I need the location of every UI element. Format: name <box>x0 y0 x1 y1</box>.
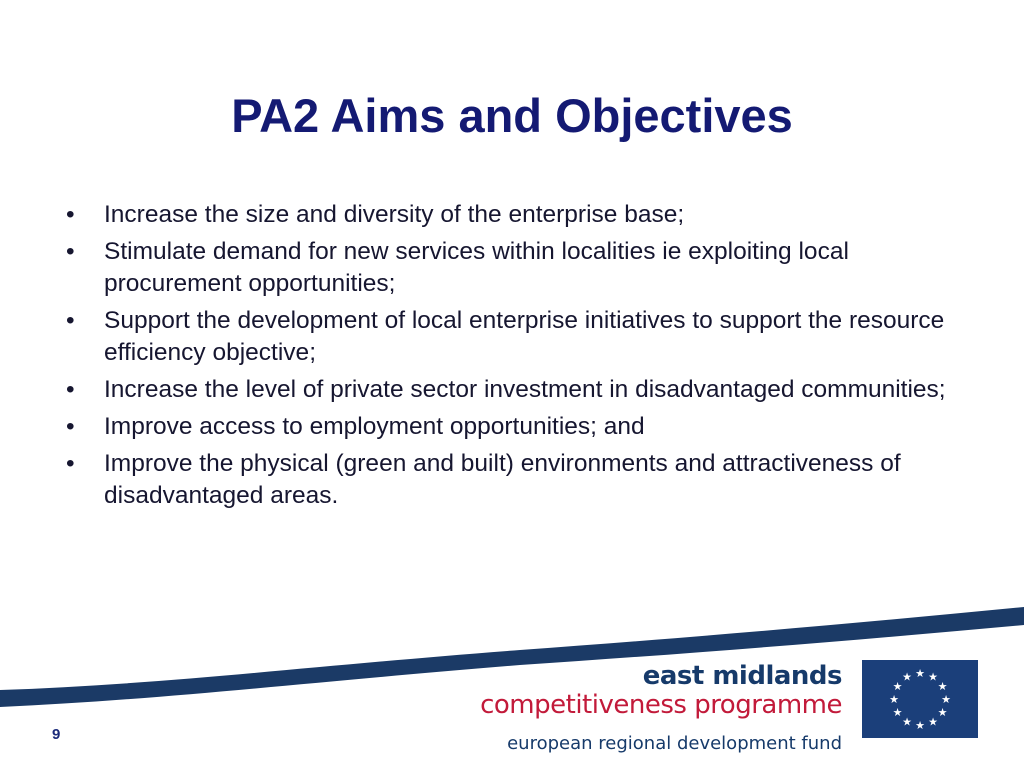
bullet-item <box>66 199 976 231</box>
bullet-text: Improve the physical (green and built) environments and attractiveness of disadvantaged areas. <box>104 450 901 509</box>
eu-star-icon: ★ <box>915 719 925 732</box>
eu-star-icon: ★ <box>892 706 903 719</box>
bullet-text: Increase the size and diversity of the enterprise base; <box>104 201 685 228</box>
bullet-icon: • <box>66 376 75 403</box>
eu-star-icon: ★ <box>937 680 948 693</box>
eu-star-icon: ★ <box>889 693 899 706</box>
eu-star-icon: ★ <box>928 670 938 684</box>
slide-title: PA2 Aims and Objectives <box>231 89 793 142</box>
programme-logo <box>480 661 842 755</box>
bullet-icon: • <box>66 307 75 334</box>
eu-star-icon: ★ <box>915 667 925 680</box>
bullet-item <box>66 374 976 406</box>
bullet-item <box>66 236 976 300</box>
eu-flag-icon <box>862 660 978 738</box>
eu-star-icon: ★ <box>928 715 938 729</box>
bullet-text: Improve access to employment opportunities; and <box>104 413 645 440</box>
logo-line-erdf: european regional development fund <box>507 733 842 754</box>
eu-star-icon: ★ <box>902 715 912 729</box>
eu-star-icon: ★ <box>937 706 948 719</box>
bullet-text: Increase the level of private sector investment in disadvantaged communities; <box>104 376 946 403</box>
bullet-icon: • <box>66 238 75 265</box>
page-number: 9 <box>52 726 61 743</box>
eu-star-icon: ★ <box>902 670 912 684</box>
bullet-icon: • <box>66 450 75 477</box>
bullet-item <box>66 305 976 369</box>
bullet-text: Stimulate demand for new services within localities ie exploiting local procurement opportunities; <box>104 238 849 297</box>
bullet-item <box>66 448 976 512</box>
bullet-text: Support the development of local enterprise initiatives to support the resource efficiency objective; <box>104 307 945 366</box>
logo-line-competitiveness: competitiveness programme <box>480 690 842 720</box>
eu-star-icon: ★ <box>941 693 951 706</box>
bullet-list <box>66 199 976 517</box>
eu-star-icon: ★ <box>892 680 903 693</box>
bullet-icon: • <box>66 413 75 440</box>
logo-line-east-midlands: east midlands <box>642 661 842 691</box>
bullet-icon: • <box>66 201 75 228</box>
bullet-item <box>66 411 976 443</box>
